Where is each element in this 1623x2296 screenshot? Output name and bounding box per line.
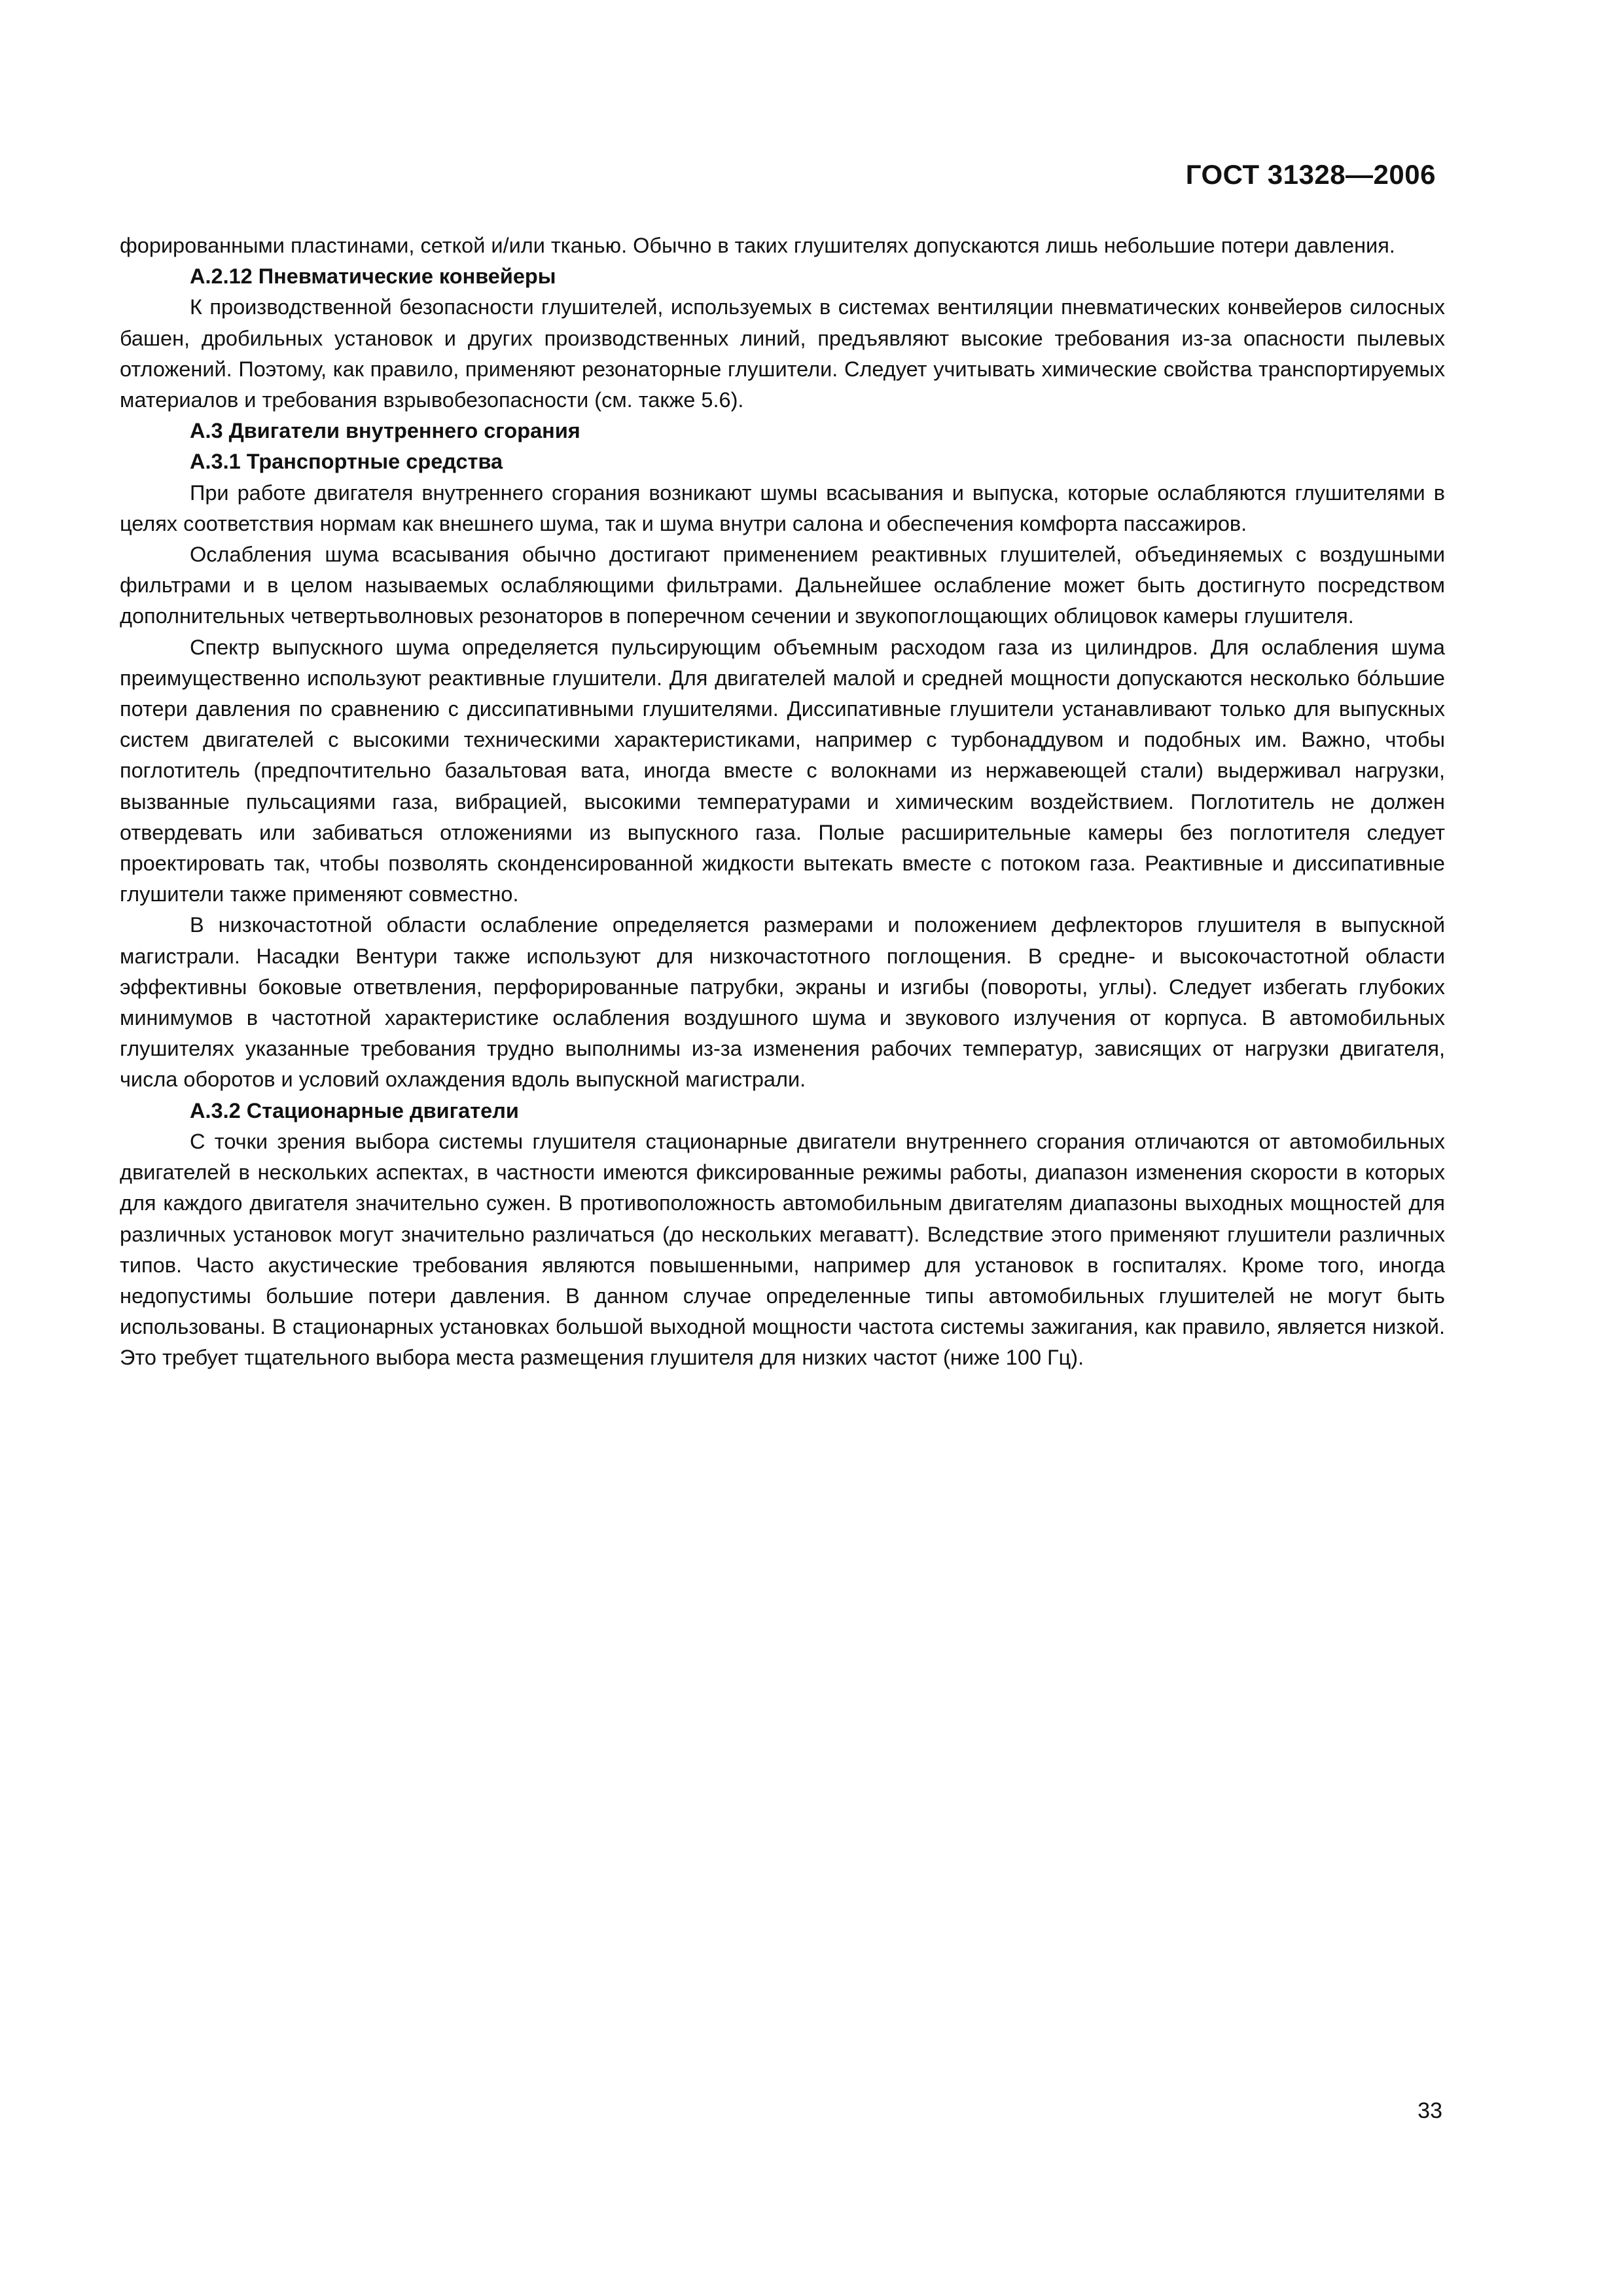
section-heading-a31: А.3.1 Транспортные средства	[190, 450, 503, 474]
section-heading-a212: А.2.12 Пневматические конвейеры	[190, 264, 556, 289]
paragraph-a31-3: Спектр выпускного шума определяется пульсирующим объемным расходом газа из цилиндров. Для ослабления шума преимущественно используют реактивные глушители. Для двигателей малой и средней мощности допускаются несколько бо́льшие потери давления по сравнению с диссипативными глушителями. Диссипативные глушители устанавливают только для выпускных систем двигателей с высокими техническими характеристиками, например с турбонаддувом и подобных им. Важно, чтобы поглотитель (предпочтительно базальтовая вата, иногда вместе с волокнами из нержавеющей стали) выдерживал нагрузки, вызванные пульсациями газа, вибрацией, высокими температурами и химическим воздействием. Поглотитель не должен отвердевать или забиваться отложениями из выпускного газа. Полые расширительные камеры без поглотителя следует проектировать так, чтобы позволять сконденсированной жидкости вытекать вместе с потоком газа. Реактивные и диссипативные глушители также применяют совместно.	[120, 635, 1445, 906]
standard-designation: ГОСТ 31328—2006	[1185, 159, 1436, 190]
document-body	[120, 230, 1445, 1374]
paragraph-a31-1: При работе двигателя внутреннего сгорания возникают шумы всасывания и выпуска, которые ослабляются глушителями в целях соответствия нормам как внешнего шума, так и шума внутри салона и обеспечения комфорта пассажиров.	[120, 480, 1445, 535]
page-number: 33	[1418, 2098, 1442, 2123]
paragraph-a31-2: Ослабления шума всасывания обычно достигают применением реактивных глушителей, объединяемых с воздушными фильтрами и в целом называемых ослабляющими фильтрами. Дальнейшее ослабление может быть достигнуто посредством дополнительных четвертьволновых резонаторов в поперечном сечении и звукопоглощающих облицовок камеры глушителя.	[120, 543, 1445, 628]
paragraph-a32: С точки зрения выбора системы глушителя стационарные двигатели внутреннего сгорания отличаются от автомобильных двигателей в нескольких аспектах, в частности имеются фиксированные режимы работы, диапазон изменения скорости в которых для каждого двигателя значительно сужен. В противоположность автомобильным двигателям диапазоны выходных мощностей для различных установок могут значительно различаться (до нескольких мегаватт). Вследствие этого применяют глушители различных типов. Часто акустические требования являются повышенными, например для установок в госпиталях. Кроме того, иногда недопустимы большие потери давления. В данном случае определенные типы автомобильных глушителей не могут быть использованы. В стационарных установках большой выходной мощности частота системы зажигания, как правило, является низкой. Это требует тщательного выбора места размещения глушителя для низких частот (ниже 100 Гц).	[120, 1129, 1445, 1370]
paragraph-a31-4: В низкочастотной области ослабление определяется размерами и положением дефлекторов глушителя в выпускной магистрали. Насадки Вентури также используют для низкочастотного поглощения. В средне- и высокочастотной области эффективны боковые ответвления, перфорированные патрубки, экраны и изгибы (повороты, углы). Следует избегать глубоких минимумов в частотной характеристике ослабления воздушного шума и звукового излучения от корпуса. В автомобильных глушителях указанные требования трудно выполнимы из-за изменения рабочих температур, зависящих от нагрузки двигателя, числа оборотов и условий охлаждения вдоль выпускной магистрали.	[120, 913, 1445, 1092]
section-heading-a32: А.3.2 Стационарные двигатели	[190, 1098, 519, 1122]
paragraph-a212: К производственной безопасности глушителей, используемых в системах вентиляции пневматических конвейеров силосных башен, дробильных установок и других производственных линий, предъявляют высокие требования из-за опасности пылевых отложений. Поэтому, как правило, применяют резонаторные глушители. Следует учитывать химические свойства транспортируемых материалов и требования взрывобезопасности (см. также 5.6).	[120, 295, 1445, 412]
paragraph-continuation: форированными пластинами, сеткой и/или тканью. Обычно в таких глушителях допускаются лишь небольшие потери давления.	[120, 234, 1395, 257]
section-heading-a3: А.3 Двигатели внутреннего сгорания	[190, 419, 580, 443]
